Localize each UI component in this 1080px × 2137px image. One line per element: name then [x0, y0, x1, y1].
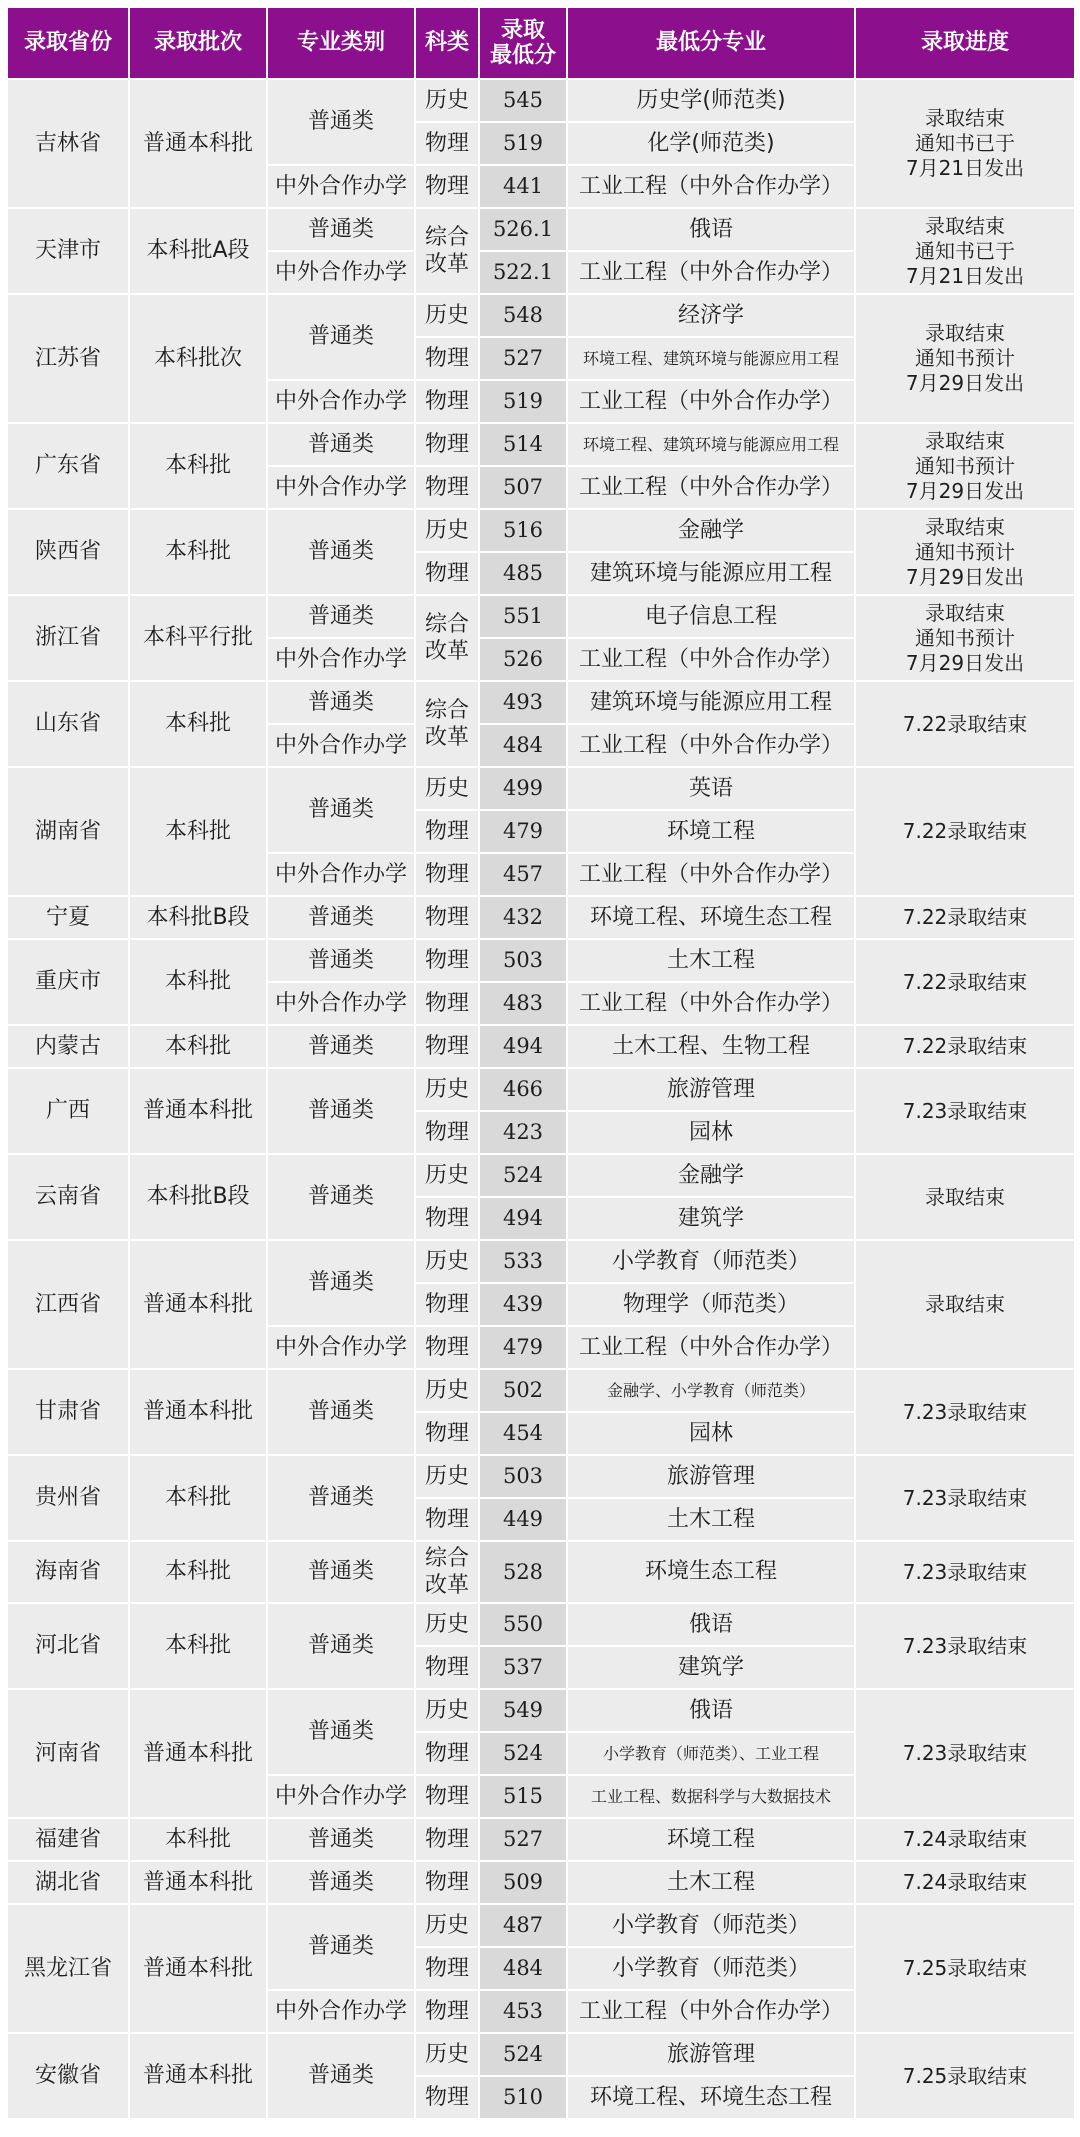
subject-cell: 物理 [416, 940, 478, 981]
min-score-cell: 550 [480, 1604, 566, 1645]
batch-cell: 本科批 [130, 510, 266, 594]
subject-cell: 历史 [416, 1690, 478, 1731]
progress-cell: 7.22录取结束 [856, 897, 1074, 938]
min-score-cell: 537 [480, 1647, 566, 1688]
progress-cell: 7.23录取结束 [856, 1456, 1074, 1540]
progress-cell: 7.22录取结束 [856, 682, 1074, 766]
province-cell: 河北省 [8, 1604, 128, 1688]
major-cell: 俄语 [568, 1690, 854, 1731]
category-cell: 普通类 [268, 209, 414, 250]
batch-cell: 本科批A段 [130, 209, 266, 293]
min-score-cell: 514 [480, 424, 566, 465]
major-cell: 电子信息工程 [568, 596, 854, 637]
progress-cell: 录取结束 通知书预计 7月29日发出 [856, 596, 1074, 680]
subject-cell: 物理 [416, 2077, 478, 2118]
min-score-cell: 483 [480, 983, 566, 1024]
province-cell: 河南省 [8, 1690, 128, 1817]
category-cell: 普通类 [268, 897, 414, 938]
batch-cell: 本科批 [130, 1026, 266, 1067]
major-cell: 建筑环境与能源应用工程 [568, 682, 854, 723]
province-cell: 山东省 [8, 682, 128, 766]
min-score-cell: 527 [480, 338, 566, 379]
major-cell: 俄语 [568, 1604, 854, 1645]
subject-cell: 物理 [416, 1862, 478, 1903]
category-cell: 中外合作办学 [268, 381, 414, 422]
category-cell: 普通类 [268, 1862, 414, 1903]
major-cell: 工业工程（中外合作办学） [568, 467, 854, 508]
table-row [8, 768, 1074, 809]
subject-cell: 历史 [416, 1905, 478, 1946]
province-cell: 江苏省 [8, 295, 128, 422]
min-score-cell: 503 [480, 1456, 566, 1497]
batch-cell: 本科批 [130, 682, 266, 766]
min-score-cell: 432 [480, 897, 566, 938]
batch-cell: 本科批次 [130, 295, 266, 422]
progress-cell: 录取结束 [856, 1241, 1074, 1368]
category-cell: 普通类 [268, 80, 414, 164]
progress-cell: 录取结束 [856, 1155, 1074, 1239]
major-cell: 建筑学 [568, 1198, 854, 1239]
batch-cell: 本科批 [130, 1819, 266, 1860]
major-cell: 工业工程、数据科学与大数据技术 [568, 1776, 854, 1817]
min-score-cell: 510 [480, 2077, 566, 2118]
category-cell: 普通类 [268, 1905, 414, 1989]
min-score-cell: 439 [480, 1284, 566, 1325]
category-cell: 普通类 [268, 1155, 414, 1239]
header-batch: 录取批次 [130, 8, 266, 78]
subject-cell: 物理 [416, 1991, 478, 2032]
province-cell: 贵州省 [8, 1456, 128, 1540]
major-cell: 金融学、小学教育（师范类） [568, 1370, 854, 1411]
table-row [8, 80, 1074, 121]
min-score-cell: 545 [480, 80, 566, 121]
table-row [8, 1604, 1074, 1645]
subject-cell: 物理 [416, 424, 478, 465]
category-cell: 中外合作办学 [268, 639, 414, 680]
category-cell: 普通类 [268, 940, 414, 981]
batch-cell: 本科批 [130, 1542, 266, 1602]
subject-cell: 历史 [416, 1241, 478, 1282]
major-cell: 土木工程 [568, 1499, 854, 1540]
progress-cell: 录取结束 通知书预计 7月29日发出 [856, 510, 1074, 594]
subject-cell: 历史 [416, 1604, 478, 1645]
province-cell: 江西省 [8, 1241, 128, 1368]
table-row [8, 1026, 1074, 1067]
major-cell: 园林 [568, 1413, 854, 1454]
major-cell: 工业工程（中外合作办学） [568, 983, 854, 1024]
subject-cell: 历史 [416, 1370, 478, 1411]
category-cell: 中外合作办学 [268, 166, 414, 207]
header-category: 专业类别 [268, 8, 414, 78]
min-score-cell: 503 [480, 940, 566, 981]
major-cell: 历史学(师范类) [568, 80, 854, 121]
category-cell: 普通类 [268, 510, 414, 594]
subject-cell: 物理 [416, 1733, 478, 1774]
province-cell: 湖南省 [8, 768, 128, 895]
table-row [8, 1370, 1074, 1411]
major-cell: 金融学 [568, 510, 854, 551]
progress-cell: 录取结束 通知书预计 7月29日发出 [856, 424, 1074, 508]
major-cell: 环境工程、建筑环境与能源应用工程 [568, 338, 854, 379]
major-cell: 工业工程（中外合作办学） [568, 854, 854, 895]
category-cell: 中外合作办学 [268, 983, 414, 1024]
subject-cell: 物理 [416, 1647, 478, 1688]
category-cell: 普通类 [268, 682, 414, 723]
major-cell: 物理学（师范类） [568, 1284, 854, 1325]
major-cell: 工业工程（中外合作办学） [568, 252, 854, 293]
min-score-cell: 494 [480, 1026, 566, 1067]
subject-cell: 物理 [416, 553, 478, 594]
subject-cell: 综合 改革 [416, 209, 478, 293]
subject-cell: 物理 [416, 1819, 478, 1860]
min-score-cell: 484 [480, 1948, 566, 1989]
province-cell: 陕西省 [8, 510, 128, 594]
min-score-cell: 522.1 [480, 252, 566, 293]
progress-cell: 7.24录取结束 [856, 1819, 1074, 1860]
subject-cell: 物理 [416, 1026, 478, 1067]
header-row [8, 8, 1074, 78]
table-row [8, 682, 1074, 723]
subject-cell: 历史 [416, 768, 478, 809]
major-cell: 旅游管理 [568, 1456, 854, 1497]
min-score-cell: 527 [480, 1819, 566, 1860]
category-cell: 中外合作办学 [268, 725, 414, 766]
table-row [8, 897, 1074, 938]
category-cell: 普通类 [268, 596, 414, 637]
category-cell: 普通类 [268, 1542, 414, 1602]
min-score-cell: 519 [480, 123, 566, 164]
progress-cell: 7.22录取结束 [856, 768, 1074, 895]
table-row [8, 596, 1074, 637]
min-score-cell: 509 [480, 1862, 566, 1903]
progress-cell: 7.23录取结束 [856, 1370, 1074, 1454]
batch-cell: 普通本科批 [130, 1862, 266, 1903]
table-row [8, 295, 1074, 336]
progress-cell: 7.25录取结束 [856, 2034, 1074, 2118]
batch-cell: 本科批B段 [130, 897, 266, 938]
min-score-cell: 423 [480, 1112, 566, 1153]
min-score-cell: 479 [480, 1327, 566, 1368]
major-cell: 经济学 [568, 295, 854, 336]
header-progress: 录取进度 [856, 8, 1074, 78]
min-score-cell: 493 [480, 682, 566, 723]
min-score-cell: 526.1 [480, 209, 566, 250]
major-cell: 小学教育（师范类） [568, 1905, 854, 1946]
min-score-cell: 551 [480, 596, 566, 637]
category-cell: 普通类 [268, 295, 414, 379]
province-cell: 湖北省 [8, 1862, 128, 1903]
province-cell: 广东省 [8, 424, 128, 508]
header-province: 录取省份 [8, 8, 128, 78]
subject-cell: 物理 [416, 338, 478, 379]
province-cell: 浙江省 [8, 596, 128, 680]
major-cell: 工业工程（中外合作办学） [568, 1327, 854, 1368]
progress-cell: 7.22录取结束 [856, 940, 1074, 1024]
header-min-score: 录取 最低分 [480, 8, 566, 78]
category-cell: 中外合作办学 [268, 467, 414, 508]
table-body [8, 80, 1074, 2118]
table-row [8, 1155, 1074, 1196]
major-cell: 工业工程（中外合作办学） [568, 166, 854, 207]
category-cell: 普通类 [268, 2034, 414, 2118]
batch-cell: 普通本科批 [130, 1370, 266, 1454]
subject-cell: 历史 [416, 510, 478, 551]
major-cell: 环境工程、环境生态工程 [568, 897, 854, 938]
subject-cell: 物理 [416, 1327, 478, 1368]
min-score-cell: 524 [480, 1733, 566, 1774]
province-cell: 宁夏 [8, 897, 128, 938]
province-cell: 甘肃省 [8, 1370, 128, 1454]
progress-cell: 7.24录取结束 [856, 1862, 1074, 1903]
category-cell: 中外合作办学 [268, 1776, 414, 1817]
subject-cell: 物理 [416, 1776, 478, 1817]
category-cell: 中外合作办学 [268, 854, 414, 895]
table-row [8, 2034, 1074, 2075]
province-cell: 吉林省 [8, 80, 128, 207]
subject-cell: 物理 [416, 123, 478, 164]
table-row [8, 1456, 1074, 1497]
major-cell: 工业工程（中外合作办学） [568, 381, 854, 422]
admission-table [6, 6, 1076, 2120]
category-cell: 普通类 [268, 1370, 414, 1454]
major-cell: 环境工程 [568, 811, 854, 852]
major-cell: 工业工程（中外合作办学） [568, 1991, 854, 2032]
major-cell: 土木工程 [568, 1862, 854, 1903]
province-cell: 广西 [8, 1069, 128, 1153]
min-score-cell: 484 [480, 725, 566, 766]
min-score-cell: 457 [480, 854, 566, 895]
subject-cell: 综合 改革 [416, 682, 478, 766]
subject-cell: 物理 [416, 1112, 478, 1153]
category-cell: 中外合作办学 [268, 252, 414, 293]
province-cell: 内蒙古 [8, 1026, 128, 1067]
category-cell: 普通类 [268, 1026, 414, 1067]
min-score-cell: 528 [480, 1542, 566, 1602]
progress-cell: 录取结束 通知书预计 7月29日发出 [856, 295, 1074, 422]
table-row [8, 1542, 1074, 1602]
batch-cell: 本科批 [130, 1456, 266, 1540]
subject-cell: 历史 [416, 295, 478, 336]
progress-cell: 录取结束 通知书已于 7月21日发出 [856, 80, 1074, 207]
min-score-cell: 524 [480, 2034, 566, 2075]
table-row [8, 1069, 1074, 1110]
province-cell: 天津市 [8, 209, 128, 293]
progress-cell: 7.23录取结束 [856, 1604, 1074, 1688]
subject-cell: 历史 [416, 1456, 478, 1497]
category-cell: 普通类 [268, 768, 414, 852]
batch-cell: 普通本科批 [130, 1069, 266, 1153]
table-row [8, 1690, 1074, 1731]
progress-cell: 7.22录取结束 [856, 1026, 1074, 1067]
batch-cell: 本科批 [130, 424, 266, 508]
min-score-cell: 548 [480, 295, 566, 336]
subject-cell: 物理 [416, 854, 478, 895]
table-row [8, 510, 1074, 551]
header-min-score-major: 最低分专业 [568, 8, 854, 78]
major-cell: 小学教育（师范类） [568, 1241, 854, 1282]
category-cell: 普通类 [268, 1241, 414, 1325]
major-cell: 土木工程 [568, 940, 854, 981]
province-cell: 重庆市 [8, 940, 128, 1024]
progress-cell: 7.23录取结束 [856, 1069, 1074, 1153]
table-row [8, 1905, 1074, 1946]
min-score-cell: 549 [480, 1690, 566, 1731]
min-score-cell: 526 [480, 639, 566, 680]
category-cell: 中外合作办学 [268, 1991, 414, 2032]
batch-cell: 本科批 [130, 940, 266, 1024]
progress-cell: 录取结束 通知书已于 7月21日发出 [856, 209, 1074, 293]
subject-cell: 物理 [416, 1284, 478, 1325]
subject-cell: 物理 [416, 467, 478, 508]
header-subject: 科类 [416, 8, 478, 78]
min-score-cell: 479 [480, 811, 566, 852]
batch-cell: 本科批 [130, 768, 266, 895]
subject-cell: 物理 [416, 1413, 478, 1454]
progress-cell: 7.23录取结束 [856, 1542, 1074, 1602]
major-cell: 旅游管理 [568, 1069, 854, 1110]
major-cell: 土木工程、生物工程 [568, 1026, 854, 1067]
subject-cell: 历史 [416, 2034, 478, 2075]
min-score-cell: 453 [480, 1991, 566, 2032]
progress-cell: 7.25录取结束 [856, 1905, 1074, 2032]
major-cell: 小学教育（师范类）、工业工程 [568, 1733, 854, 1774]
major-cell: 环境工程 [568, 1819, 854, 1860]
province-cell: 海南省 [8, 1542, 128, 1602]
subject-cell: 物理 [416, 897, 478, 938]
category-cell: 普通类 [268, 1069, 414, 1153]
min-score-cell: 502 [480, 1370, 566, 1411]
table-row [8, 1819, 1074, 1860]
table-row [8, 209, 1074, 250]
category-cell: 普通类 [268, 1690, 414, 1774]
min-score-cell: 533 [480, 1241, 566, 1282]
min-score-cell: 454 [480, 1413, 566, 1454]
major-cell: 环境生态工程 [568, 1542, 854, 1602]
batch-cell: 普通本科批 [130, 1905, 266, 2032]
min-score-cell: 441 [480, 166, 566, 207]
min-score-cell: 519 [480, 381, 566, 422]
major-cell: 环境工程、环境生态工程 [568, 2077, 854, 2118]
province-cell: 黑龙江省 [8, 1905, 128, 2032]
batch-cell: 本科批B段 [130, 1155, 266, 1239]
batch-cell: 本科批 [130, 1604, 266, 1688]
min-score-cell: 449 [480, 1499, 566, 1540]
major-cell: 俄语 [568, 209, 854, 250]
category-cell: 普通类 [268, 424, 414, 465]
table-row [8, 424, 1074, 465]
min-score-cell: 499 [480, 768, 566, 809]
major-cell: 环境工程、建筑环境与能源应用工程 [568, 424, 854, 465]
batch-cell: 普通本科批 [130, 2034, 266, 2118]
subject-cell: 物理 [416, 381, 478, 422]
major-cell: 园林 [568, 1112, 854, 1153]
category-cell: 中外合作办学 [268, 1327, 414, 1368]
province-cell: 云南省 [8, 1155, 128, 1239]
subject-cell: 历史 [416, 1155, 478, 1196]
subject-cell: 物理 [416, 1198, 478, 1239]
major-cell: 工业工程（中外合作办学） [568, 639, 854, 680]
subject-cell: 物理 [416, 811, 478, 852]
table-row [8, 940, 1074, 981]
major-cell: 小学教育（师范类） [568, 1948, 854, 1989]
batch-cell: 本科平行批 [130, 596, 266, 680]
min-score-cell: 494 [480, 1198, 566, 1239]
major-cell: 英语 [568, 768, 854, 809]
subject-cell: 物理 [416, 166, 478, 207]
min-score-cell: 516 [480, 510, 566, 551]
subject-cell: 历史 [416, 80, 478, 121]
table-row [8, 1862, 1074, 1903]
batch-cell: 普通本科批 [130, 80, 266, 207]
major-cell: 建筑学 [568, 1647, 854, 1688]
progress-cell: 7.23录取结束 [856, 1690, 1074, 1817]
min-score-cell: 466 [480, 1069, 566, 1110]
province-cell: 安徽省 [8, 2034, 128, 2118]
min-score-cell: 485 [480, 553, 566, 594]
subject-cell: 综合 改革 [416, 596, 478, 680]
batch-cell: 普通本科批 [130, 1690, 266, 1817]
subject-cell: 历史 [416, 1069, 478, 1110]
major-cell: 金融学 [568, 1155, 854, 1196]
major-cell: 工业工程（中外合作办学） [568, 725, 854, 766]
category-cell: 普通类 [268, 1819, 414, 1860]
min-score-cell: 507 [480, 467, 566, 508]
major-cell: 建筑环境与能源应用工程 [568, 553, 854, 594]
major-cell: 化学(师范类) [568, 123, 854, 164]
subject-cell: 物理 [416, 1499, 478, 1540]
subject-cell: 物理 [416, 1948, 478, 1989]
subject-cell: 物理 [416, 983, 478, 1024]
category-cell: 普通类 [268, 1456, 414, 1540]
category-cell: 普通类 [268, 1604, 414, 1688]
min-score-cell: 515 [480, 1776, 566, 1817]
subject-cell: 综合 改革 [416, 1542, 478, 1602]
province-cell: 福建省 [8, 1819, 128, 1860]
min-score-cell: 524 [480, 1155, 566, 1196]
table-row [8, 1241, 1074, 1282]
min-score-cell: 487 [480, 1905, 566, 1946]
batch-cell: 普通本科批 [130, 1241, 266, 1368]
major-cell: 旅游管理 [568, 2034, 854, 2075]
